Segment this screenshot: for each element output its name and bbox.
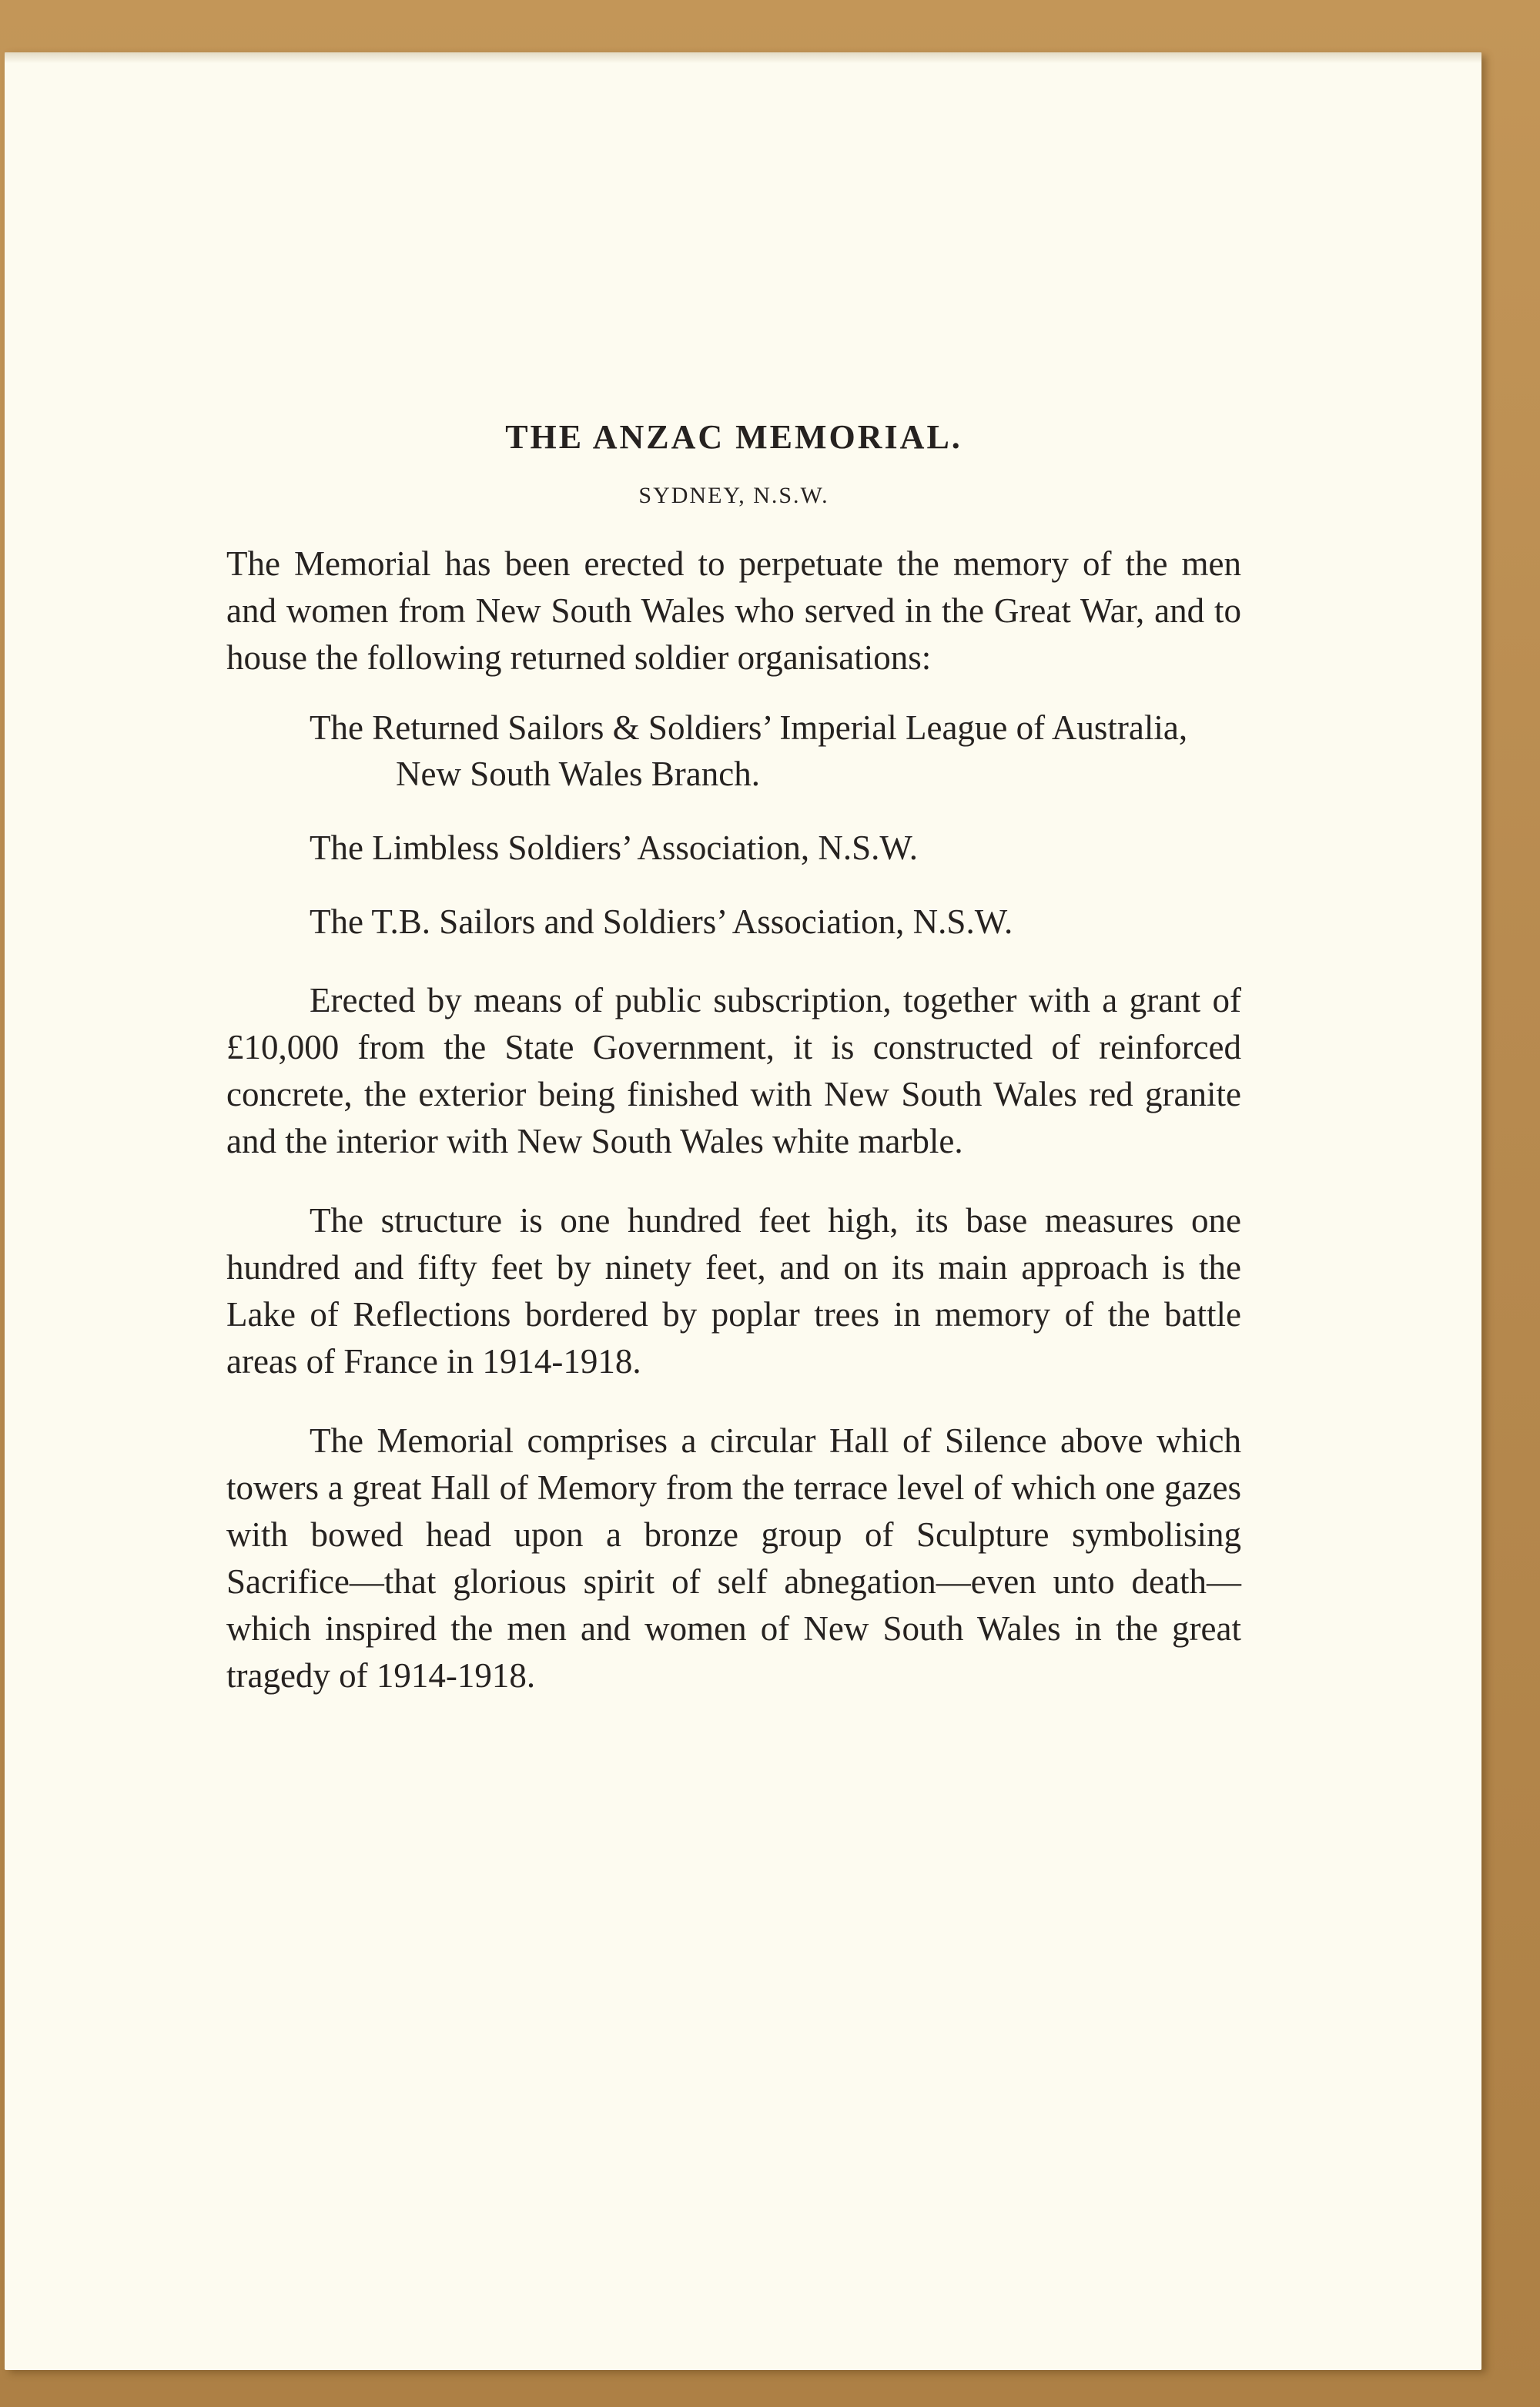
body-paragraph-construction: Erected by means of public subscription, together with a grant of £10,000 from the State Government, it is constructed of reinforced concrete, the exterior being finished with New South Wales red granite and the interior with New South Wales white marble. [226, 981, 1241, 1160]
document-title: THE ANZAC MEMORIAL. [505, 418, 962, 456]
document-page [5, 52, 1481, 2370]
body-paragraph-halls: The Memorial comprises a circular Hall of Silence above which towers a great Hall of Memory from the terrace level of which one gazes with bowed head upon a bronze group of Sculpture symbolising Sacrifice—that glorious spirit of self abnegation—even unto death—which inspired the men and women of New South Wales in the great tragedy of 1914-1918. [226, 1421, 1241, 1695]
organisation-item: The T.B. Sailors and Soldiers’ Association, N.S.W. [310, 902, 1013, 941]
organisation-list [226, 705, 1241, 945]
page-edge-shading [5, 52, 1481, 63]
intro-paragraph: The Memorial has been erected to perpetuate the memory of the men and women from New South Wales who served in the Great War, and to house the following returned soldier organisations: [226, 544, 1241, 677]
organisation-item: The Returned Sailors & Soldiers’ Imperial League of Australia, New South Wales Branch. [310, 708, 1188, 793]
organisation-item: The Limbless Soldiers’ Association, N.S.W. [310, 829, 918, 867]
document-subtitle: SYDNEY, N.S.W. [638, 483, 829, 508]
document-body [226, 391, 1241, 1699]
body-paragraph-structure: The structure is one hundred feet high, its base measures one hundred and fifty feet by ninety feet, and on its main approach is the Lake of Reflections bordered by poplar trees in memory of the battle areas of France in 1914-1918. [226, 1201, 1241, 1381]
